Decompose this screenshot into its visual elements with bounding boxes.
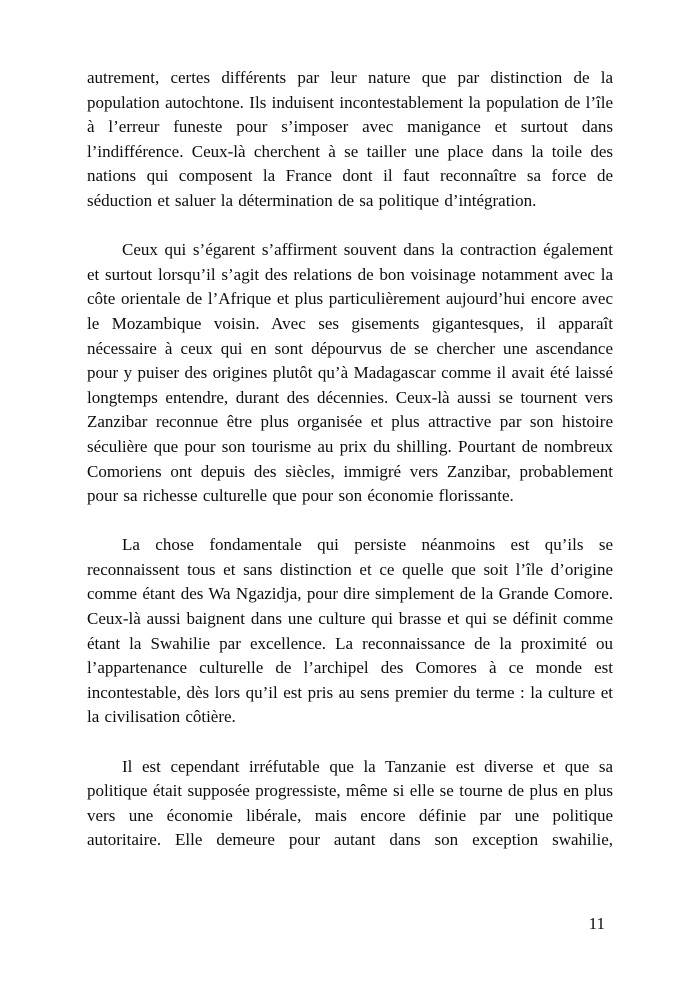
text-block [87, 66, 613, 853]
paragraph-4: Il est cependant irréfutable que la Tanzanie est diverse et que sa politique était supposée progressiste, même si elle se tourne de plus en plus vers une économie libérale, mais encore définie par une politique autoritaire. Elle demeure pour autant dans son exception swahilie, [87, 756, 613, 850]
page-number: 11 [588, 914, 605, 933]
paragraph-2: Ceux qui s’égarent s’affirment souvent dans la contraction également et surtout lorsqu’il s’agit des relations de bon voisinage notamment avec la côte orientale de l’Afrique et plus particulièrement aujourd’hui encore avec le Mozambique voisin. Avec ses gisements gigantesques, il apparaît nécessaire à ceux qui en sont dépourvus de se chercher une ascendance pour y puiser des origines plutôt qu’à Madagascar comme il avait été laissé longtemps entendre, durant des décennies. Ceux-là aussi se tournent vers Zanzibar reconnue être plus organisée et plus attractive par son histoire séculière que pour son tourisme au prix du shilling. Pourtant de nombreux Comoriens ont depuis des siècles, immigré vers Zanzibar, probablement pour sa richesse culturelle que pour son économie florissante. [87, 240, 613, 506]
paragraph-3: La chose fondamentale qui persiste néanmoins est qu’ils se reconnaissent tous et sans distinction et ce quelle que soit l’île d’origine comme étant des Wa Ngazidja, pour dire simplement de la Grande Comore. Ceux-là aussi baignent dans une culture qui brasse et qui se définit comme étant la Swahilie par excellence. La reconnaissance de la proximité ou l’appartenance culturelle de l’archipel des Comores à ce monde est incontestable, dès lors qu’il est pris au sens premier du terme : la culture et la civilisation côtière. [87, 535, 613, 727]
paragraph-1: autrement, certes différents par leur nature que par distinction de la population autochtone. Ils induisent incontestablement la population de l’île à l’erreur funeste pour s’imposer avec manigance et surtout dans l’indifférence. Ceux-là cherchent à se tailler une place dans la toile des nations qui composent la France dont il faut reconnaître sa force de séduction et saluer la détermination de sa politique d’intégration. [87, 68, 613, 210]
